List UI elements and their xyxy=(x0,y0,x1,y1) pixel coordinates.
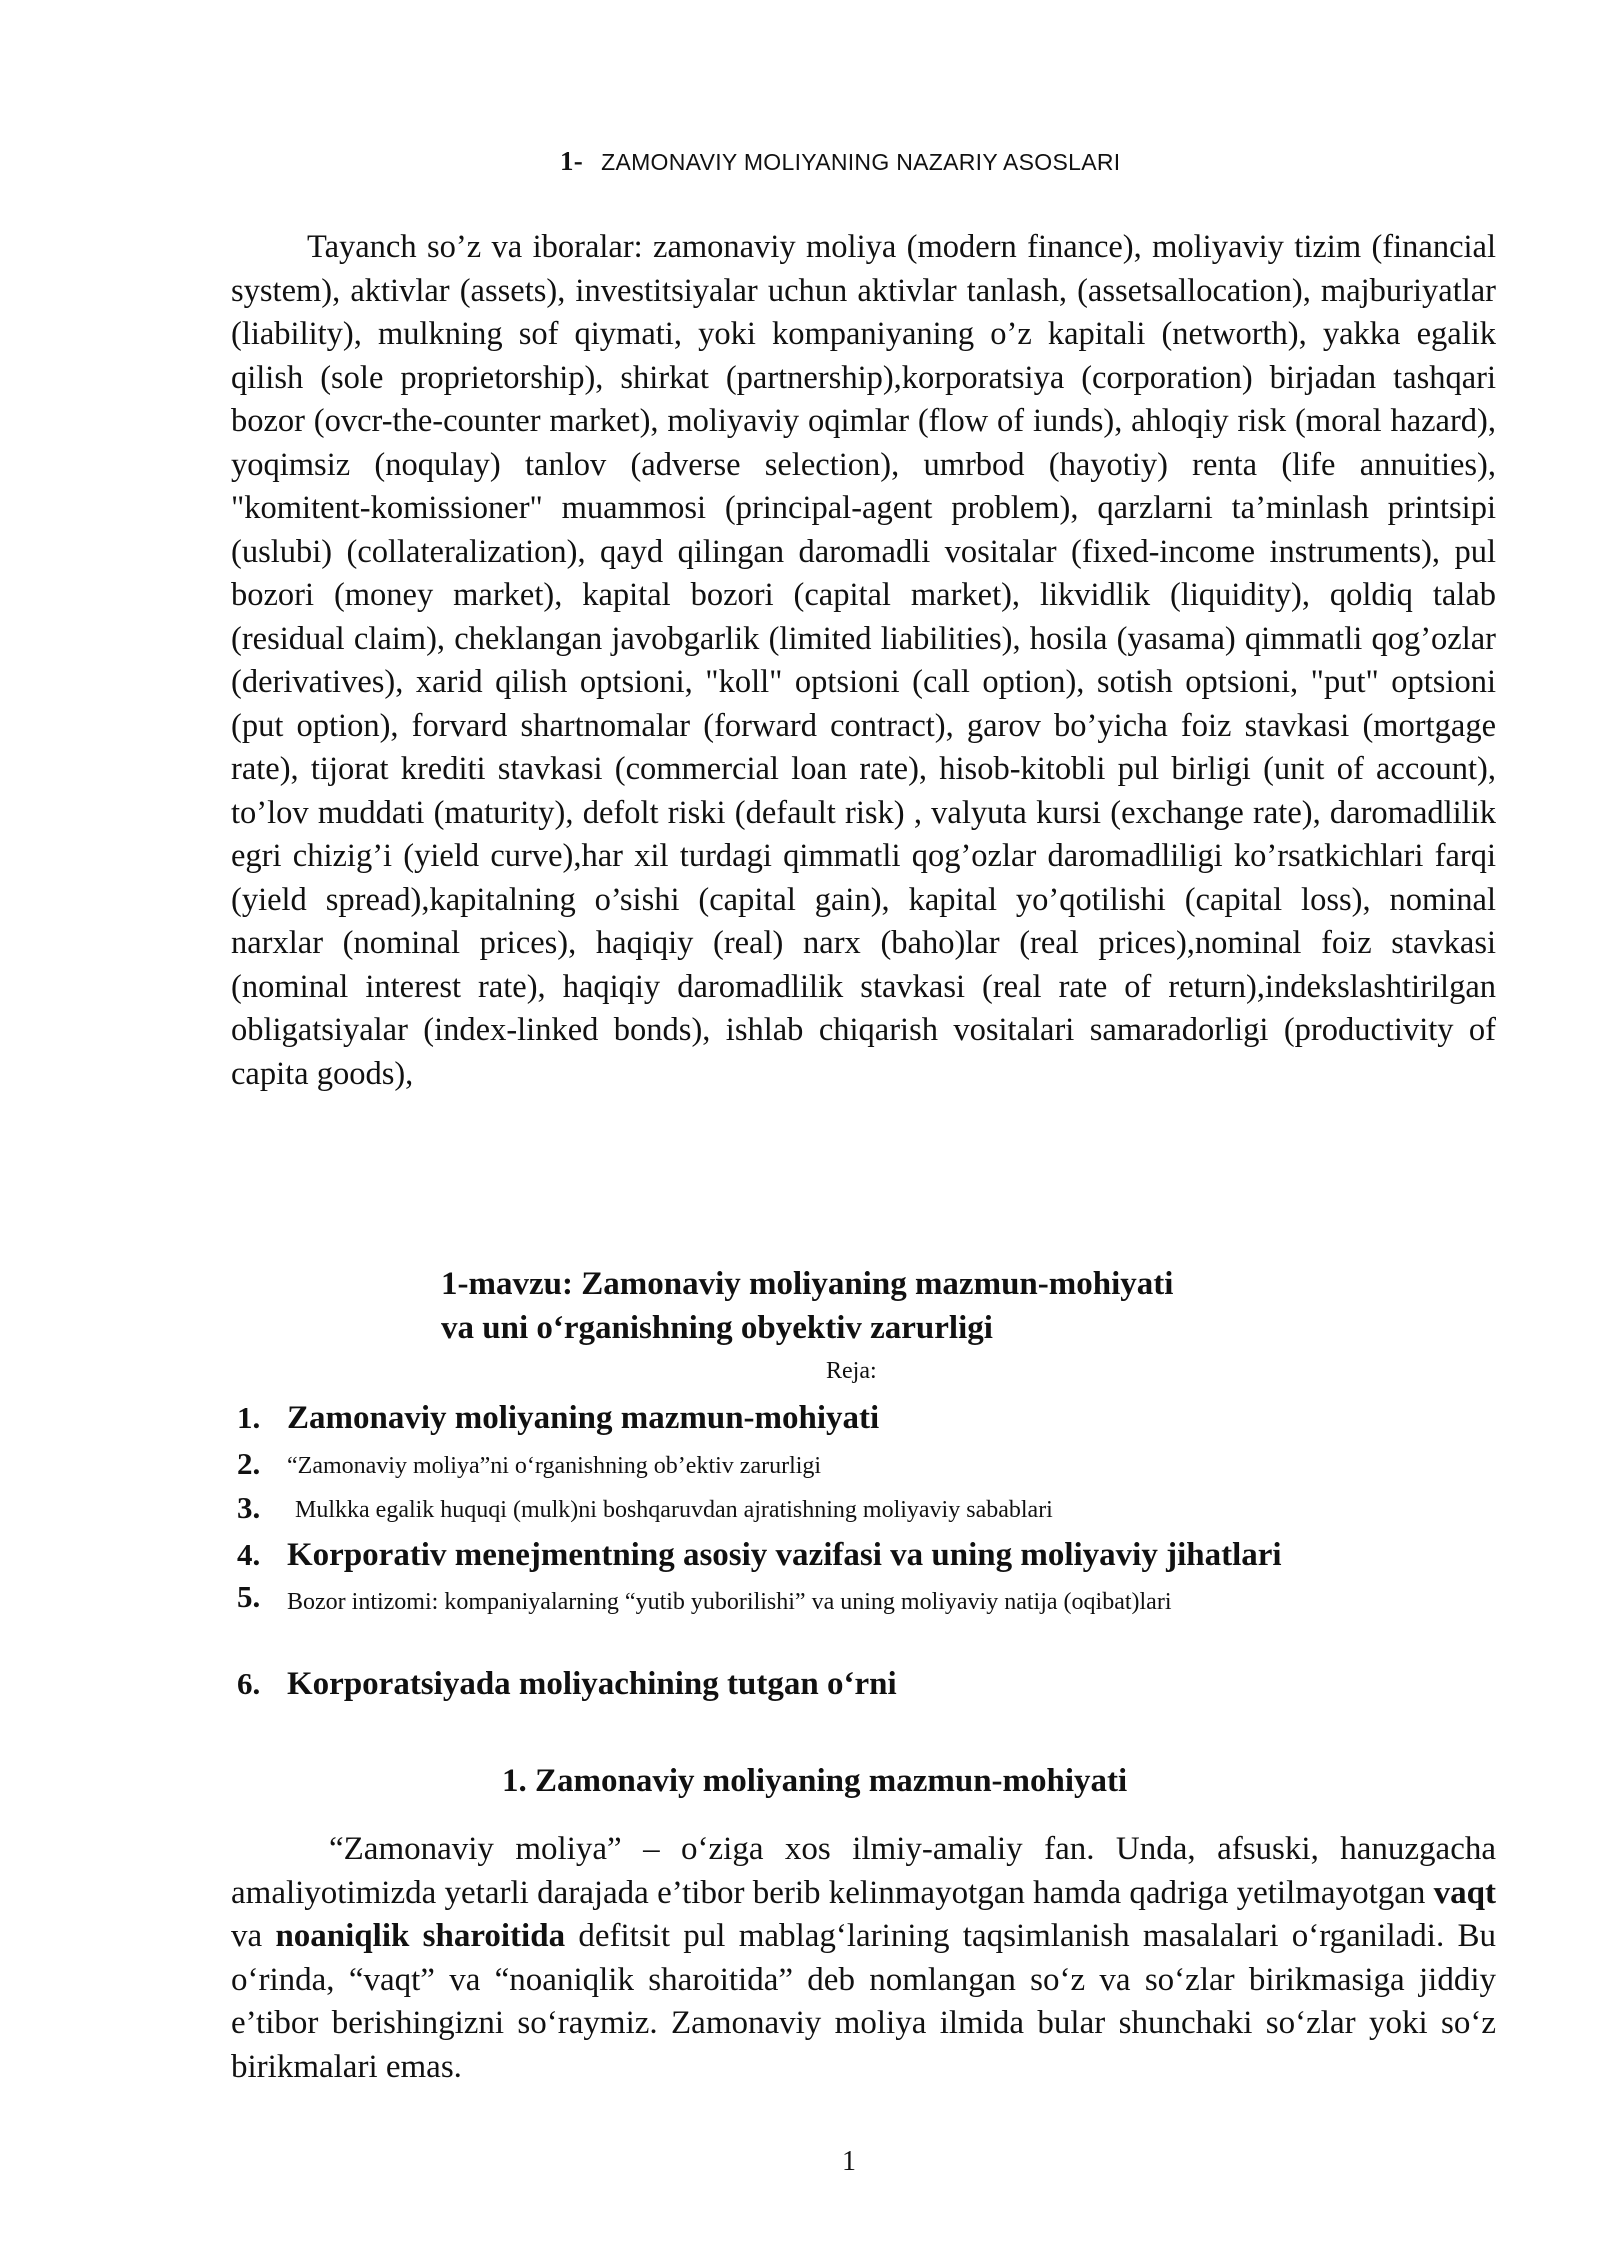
body-text: defitsit pul mablag‘larining taqsimlanish masalalari o‘rganiladi. Bu o‘rinda, “vaqt” va “noaniqlik sharoitida” deb nomlangan so‘z va so‘zlar birikmasiga jiddiy e’tibor berishingizni so‘raymiz. Zamonaviy moliya ilmida bular shunchaki so‘zlar yoki so‘z birikmalari emas. xyxy=(231,1918,1496,2085)
plan-list xyxy=(237,1395,1537,1710)
plan-item-number: 3. xyxy=(237,1490,261,1525)
body-text: va xyxy=(231,1918,276,1954)
body-text: “Zamonaviy moliya” – o‘ziga xos ilmiy-amaliy fan. Unda, afsuski, hanuzgacha amaliyotimizda yetarli darajada e’tibor berib kelinmayotgan hamda qadriga yetilmayotgan xyxy=(231,1831,1496,1911)
plan-item-text: Mulkka egalik huquqi (mulk)ni boshqaruvdan ajratishning moliyaviy sabablari xyxy=(295,1497,1053,1523)
plan-item-text: Korporativ menejmentning asosiy vazifasi va uning moliyaviy jihatlari xyxy=(287,1537,1282,1573)
plan-item-text: Korporatsiyada moliyachining tutgan o‘rni xyxy=(287,1666,897,1702)
plan-item xyxy=(237,1444,1537,1488)
plan-item-text: “Zamonaviy moliya”ni o‘rganishning ob’ektiv zarurligi xyxy=(287,1453,822,1479)
chapter-heading xyxy=(560,146,1460,177)
plan-item xyxy=(237,1661,1537,1710)
plan-item-number: 1. xyxy=(237,1400,261,1435)
body-bold-text: vaqt xyxy=(1433,1874,1496,1911)
plan-item xyxy=(237,1395,1537,1444)
plan-item-number: 2. xyxy=(237,1446,261,1481)
body-bold-text: noaniqlik sharoitida xyxy=(275,1918,566,1954)
chapter-title: ZAMONAVIY MOLIYANING NAZARIY ASOSLARI xyxy=(601,149,1121,175)
plan-item xyxy=(237,1488,1537,1532)
keywords-paragraph: Tayanch so’z va iboralar: zamonaviy moliya (modern finance), moliyaviy tizim (financial system), aktivlar (assets), investitsiyalar uchun aktivlar tanlash, (assetsallocation), majburiyatlar (liability), mulkning sof qiymati, yoki kompaniyaning o’z kapitali (networth), yakka egalik qilish (sole proprietorship), shirkat (partnership),korporatsiya (corporation) birjadan tashqari bozor (ovcr-the-counter market), moliyaviy oqimlar (flow of iunds), ahloqiy risk (moral hazard), yoqimsiz (noqulay) tanlov (adverse selection), umrbod (hayotiy) renta (life annuities), "komitent-komissioner" muammosi (principal-agent problem), qarzlarni ta’minlash printsipi (uslubi) (collateralization), qayd qilingan daromadli vositalar (fixed-income instruments), pul bozori (money market), kapital bozori (capital market), likvidlik (liquidity), qoldiq talab (residual claim), cheklangan javobgarlik (limited liabilities), hosila (yasama) qimmatli qog’ozlar (derivatives), xarid qilish optsioni, "koll" optsioni (call option), sotish optsioni, "put" optsioni (put option), forvard shartnomalar (forward contract), garov bo’yicha foiz stavkasi (mortgage rate), tijorat krediti stavkasi (commercial loan rate), hisob-kitobli pul birligi (unit of account), to’lov muddati (maturity), defolt riski (default risk) , valyuta kursi (exchange rate), daromadlilik egri chizig’i (yield curve),har xil turdagi qimmatli qog’ozlar daromadliligi ko’rsatkichlari farqi (yield spread),kapitalning o’sishi (capital gain), kapital yo’qotilishi (capital loss), nominal narxlar (nominal prices), haqiqiy (real) narx (baho)lar (real prices),nominal foiz stavkasi (nominal interest rate), haqiqiy daromadlilik stavkasi (real rate of return),indekslashtirilgan obligatsiyalar (index-linked bonds), ishlab chiqarish vositalari samaradorligi (productivity of capita goods), xyxy=(231,229,1496,1092)
body-paragraph xyxy=(231,1828,1496,2089)
plan-label: Reja: xyxy=(826,1358,877,1384)
chapter-number: 1- xyxy=(560,146,584,176)
plan-item-text: Zamonaviy moliyaning mazmun-mohiyati xyxy=(287,1400,880,1436)
plan-item-number: 6. xyxy=(237,1666,261,1701)
plan-item-number: 4. xyxy=(237,1537,261,1572)
plan-item xyxy=(237,1581,1537,1661)
topic-line-1: 1-mavzu: Zamonaviy moliyaning mazmun-mohiyati xyxy=(441,1266,1174,1302)
plan-item xyxy=(237,1532,1537,1581)
plan-item-number: 5. xyxy=(237,1579,261,1614)
plan-item-text: Bozor intizomi: kompaniyalarning “yutib yuborilishi” va uning moliyaviy natija (oqibat)lari xyxy=(287,1589,1172,1615)
page-number: 1 xyxy=(842,2146,856,2177)
topic-heading xyxy=(441,1262,1341,1350)
section-heading: 1. Zamonaviy moliyaning mazmun-mohiyati xyxy=(502,1763,1128,1799)
topic-line-2: va uni o‘rganishning obyektiv zarurligi xyxy=(441,1310,993,1346)
